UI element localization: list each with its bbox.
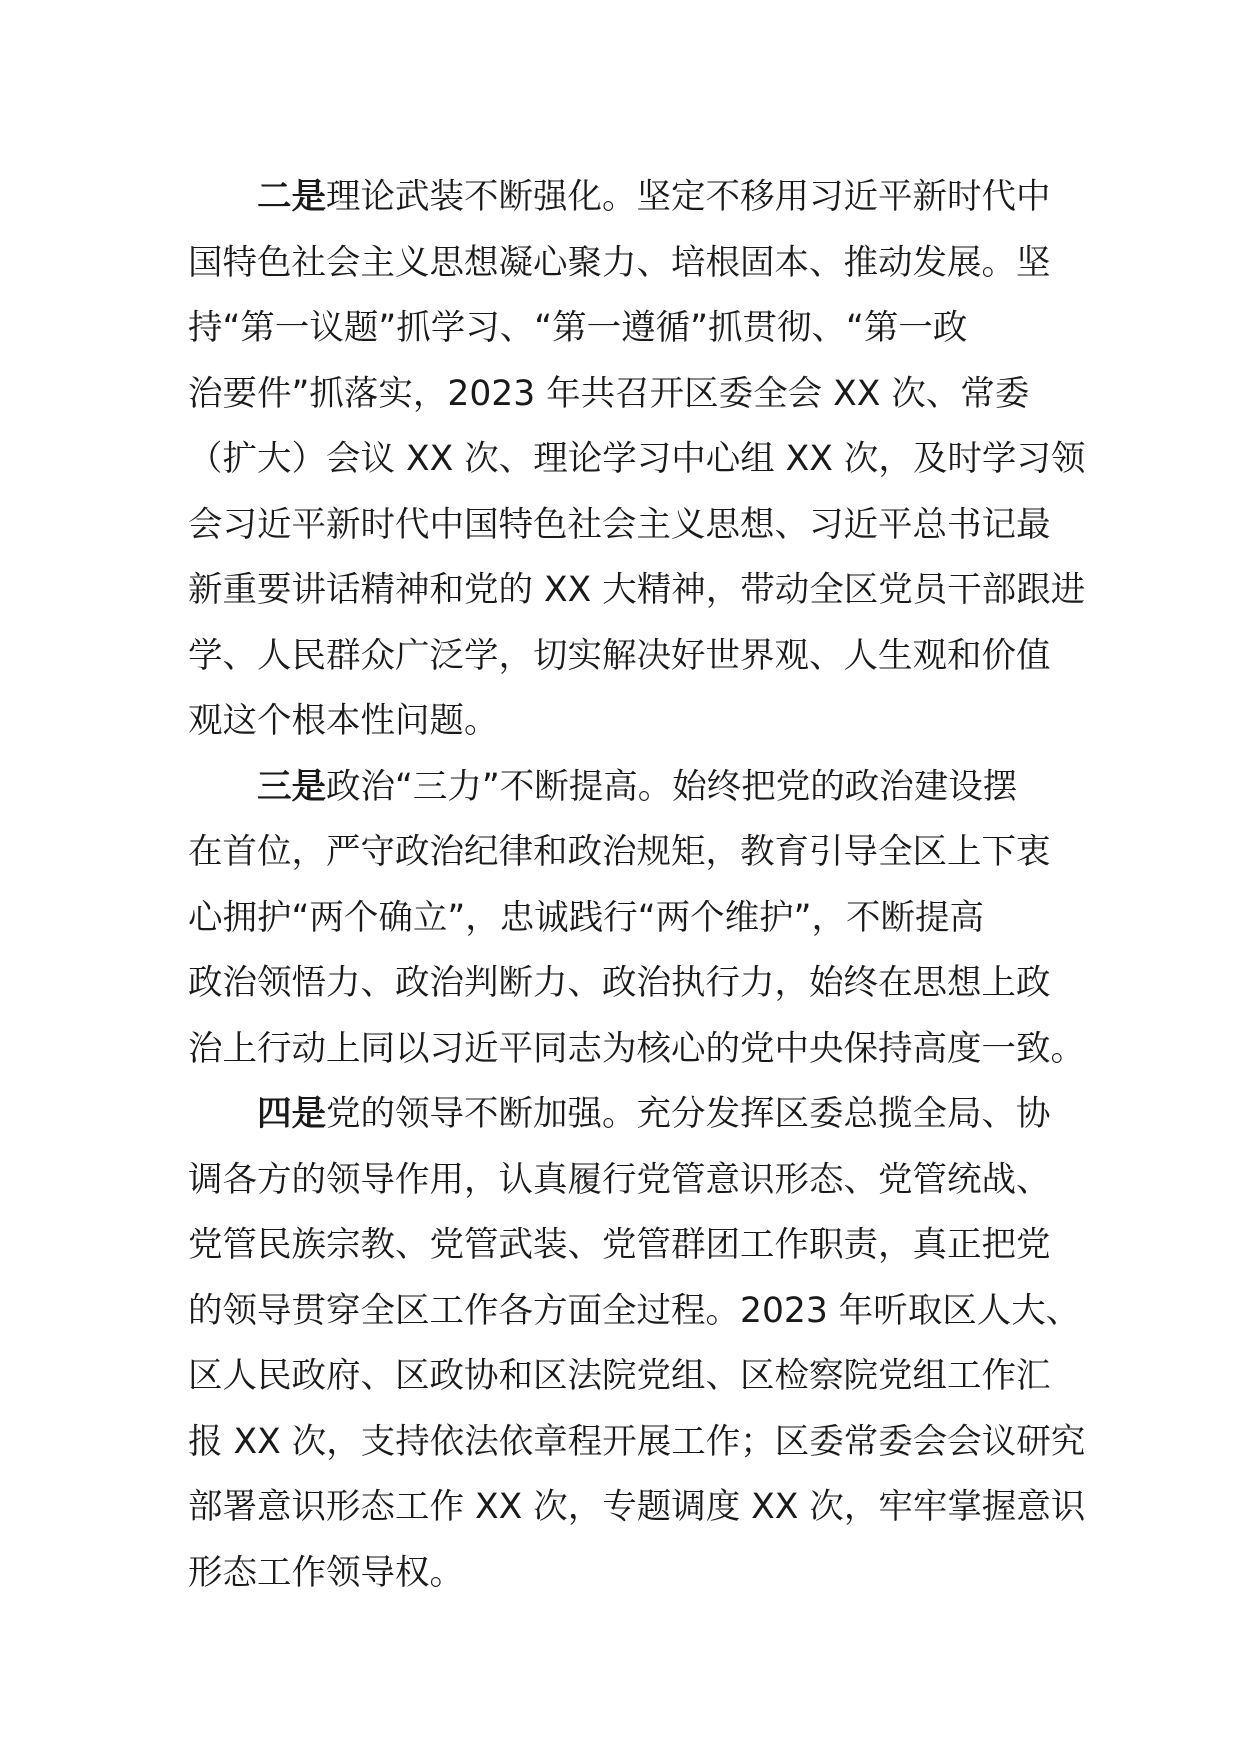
paragraph-line: 政治领悟力、政治判断力、政治执行力，始终在思想上政 (188, 963, 1051, 1003)
paragraph-line: 学、人民群众广泛学，切实解决好世界观、人生观和价值 (188, 635, 1051, 676)
paragraph-line: 的领导贯穿全区工作各方面全过程。2023 年听取区人大、 (188, 1290, 1081, 1331)
paragraph-line: （扩大）会议 XX 次、理论学习中心组 XX 次，及时学习领 (188, 439, 1086, 479)
paragraph-theory (188, 165, 1086, 755)
paragraph-line: 三是政治“三力”不断提高。始终把党的政治建设摆 (257, 766, 1018, 807)
paragraph-line: 新重要讲话精神和党的 XX 大精神，带动全区党员干部跟进 (188, 570, 1086, 610)
paragraph-line: 国特色社会主义思想凝心聚力、培根固本、推动发展。坚 (188, 242, 1051, 283)
paragraph-line: 部署意识形态工作 XX 次，专题调度 XX 次，牢牢掌握意识 (188, 1487, 1086, 1527)
paragraph-line: 党管民族宗教、党管武装、党管群团工作职责，真正把党 (188, 1225, 1051, 1265)
paragraph-politics (188, 755, 1085, 1083)
paragraph-line: 治要件”抓落实，2023 年共召开区委全会 XX 次、常委 (188, 373, 1030, 414)
paragraph-line: 四是党的领导不断加强。充分发挥区委总揽全局、协 (257, 1094, 1051, 1134)
paragraph-line: 区人民政府、区政协和区法院党组、区检察院党组工作汇 (188, 1356, 1051, 1396)
paragraph-lead: 三是 (257, 766, 326, 807)
paragraph-line: 调各方的领导作用，认真履行党管意识形态、党管统战、 (188, 1159, 1051, 1200)
paragraph-leadership (188, 1082, 1086, 1606)
paragraph-line: 形态工作领导权。 (188, 1552, 464, 1593)
paragraph-line: 二是理论武装不断强化。坚定不移用习近平新时代中 (257, 177, 1051, 217)
paragraph-line: 在首位，严守政治纪律和政治规矩，教育引导全区上下衷 (188, 832, 1051, 872)
paragraph-line: 会习近平新时代中国特色社会主义思想、习近平总书记最 (188, 504, 1051, 545)
paragraph-lead: 四是 (257, 1094, 326, 1134)
paragraph-line: 报 XX 次，支持依法依章程开展工作；区委常委会会议研究 (188, 1421, 1086, 1462)
paragraph-line: 治上行动上同以习近平同志为核心的党中央保持高度一致。 (188, 1028, 1085, 1069)
paragraph-line: 观这个根本性问题。 (188, 701, 499, 741)
document-body (188, 165, 1086, 1606)
paragraph-line: 持“第一议题”抓学习、“第一遵循”抓贯彻、“第一政 (188, 308, 968, 348)
paragraph-line: 心拥护“两个确立”，忠诚践行“两个维护”，不断提高 (188, 897, 984, 938)
paragraph-lead: 二是 (257, 177, 326, 217)
